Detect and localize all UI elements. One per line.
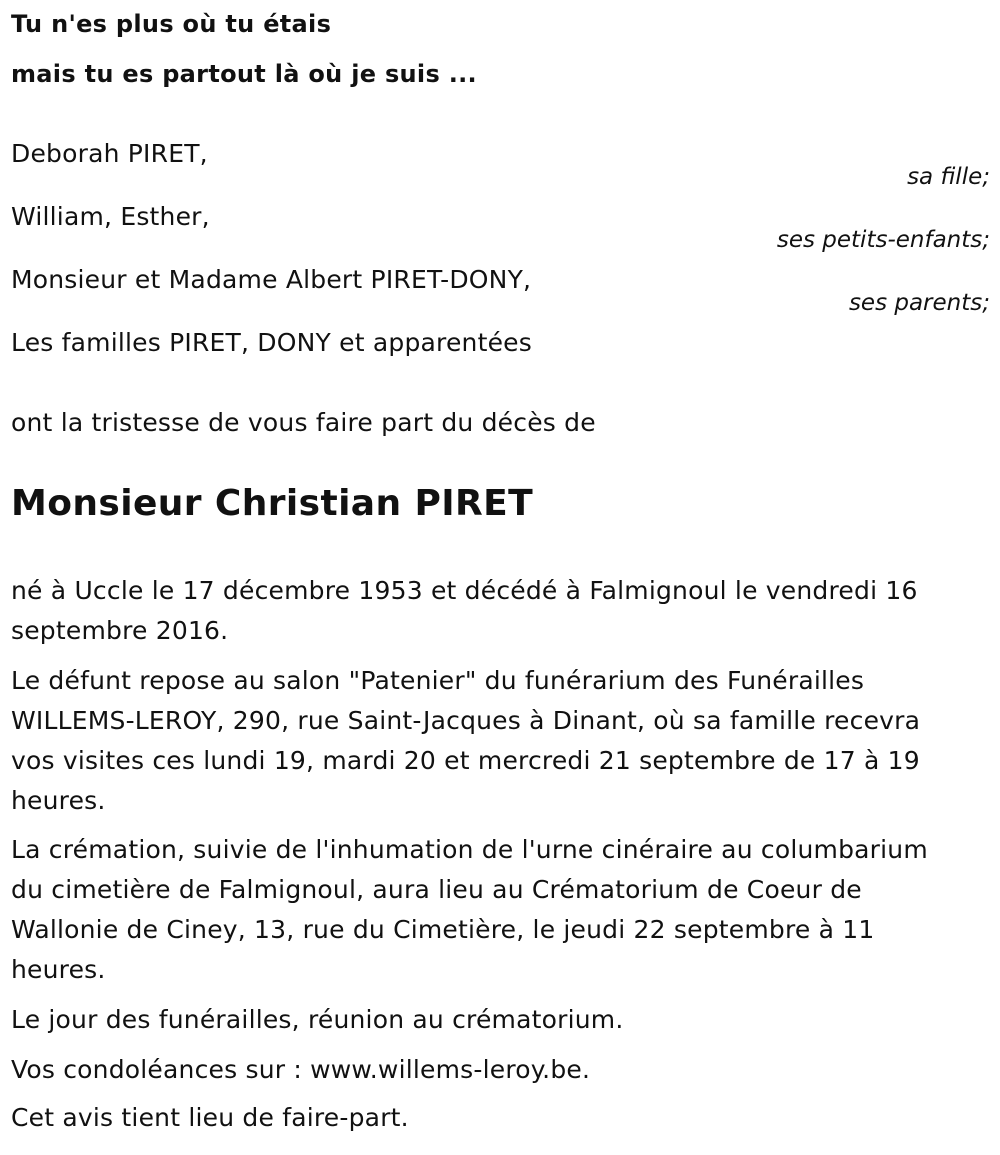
relative-role-parents: ses parents;	[848, 290, 990, 316]
relative-role-grandchildren: ses petits-enfants;	[776, 227, 990, 253]
paragraph-line: WILLEMS-LEROY, 290, rue Saint-Jacques à Dinant, où sa famille recevra	[11, 706, 921, 735]
announcement-text: ont la tristesse de vous faire part du décès de	[11, 408, 596, 437]
paragraph-line: La crémation, suivie de l'inhumation de l'urne cinéraire au columbarium	[11, 835, 928, 864]
condolences-paragraph	[11, 1050, 971, 1090]
paragraph-line: Le jour des funérailles, réunion au crématorium.	[11, 1005, 624, 1034]
paragraph-line: du cimetière de Falmignoul, aura lieu au Crématorium de Coeur de	[11, 875, 862, 904]
relative-name-parents: Monsieur et Madame Albert PIRET-DONY,	[11, 265, 532, 294]
paragraph-line: heures.	[11, 955, 106, 984]
paragraph-line: Wallonie de Ciney, 13, rue du Cimetière, le jeudi 22 septembre à 11	[11, 915, 875, 944]
birth-death-paragraph	[11, 571, 971, 651]
meeting-paragraph	[11, 1000, 971, 1040]
paragraph-line: septembre 2016.	[11, 616, 229, 645]
relative-role-daughter: sa fille;	[907, 164, 990, 190]
paragraph-line: vos visites ces lundi 19, mardi 20 et mercredi 21 septembre de 17 à 19	[11, 746, 920, 775]
verse-line-2: mais tu es partout là où je suis ...	[11, 60, 477, 88]
cremation-paragraph	[11, 830, 971, 990]
paragraph-line: Le défunt repose au salon "Patenier" du funérarium des Funérailles	[11, 666, 865, 695]
deceased-name: Monsieur Christian PIRET	[11, 483, 534, 524]
relative-name-daughter: Deborah PIRET,	[11, 139, 208, 168]
relative-name-grandchildren: William, Esther,	[11, 202, 210, 231]
paragraph-line: né à Uccle le 17 décembre 1953 et décédé à Falmignoul le vendredi 16	[11, 576, 918, 605]
paragraph-line: Cet avis tient lieu de faire-part.	[11, 1103, 409, 1132]
verse-line-1: Tu n'es plus où tu étais	[11, 10, 332, 38]
notice-paragraph	[11, 1098, 971, 1138]
paragraph-line: heures.	[11, 786, 106, 815]
relative-name-families: Les familles PIRET, DONY et apparentées	[11, 328, 532, 357]
condolences-text: Vos condoléances sur : www.willems-leroy.be.	[11, 1055, 591, 1084]
visitation-paragraph	[11, 661, 971, 821]
